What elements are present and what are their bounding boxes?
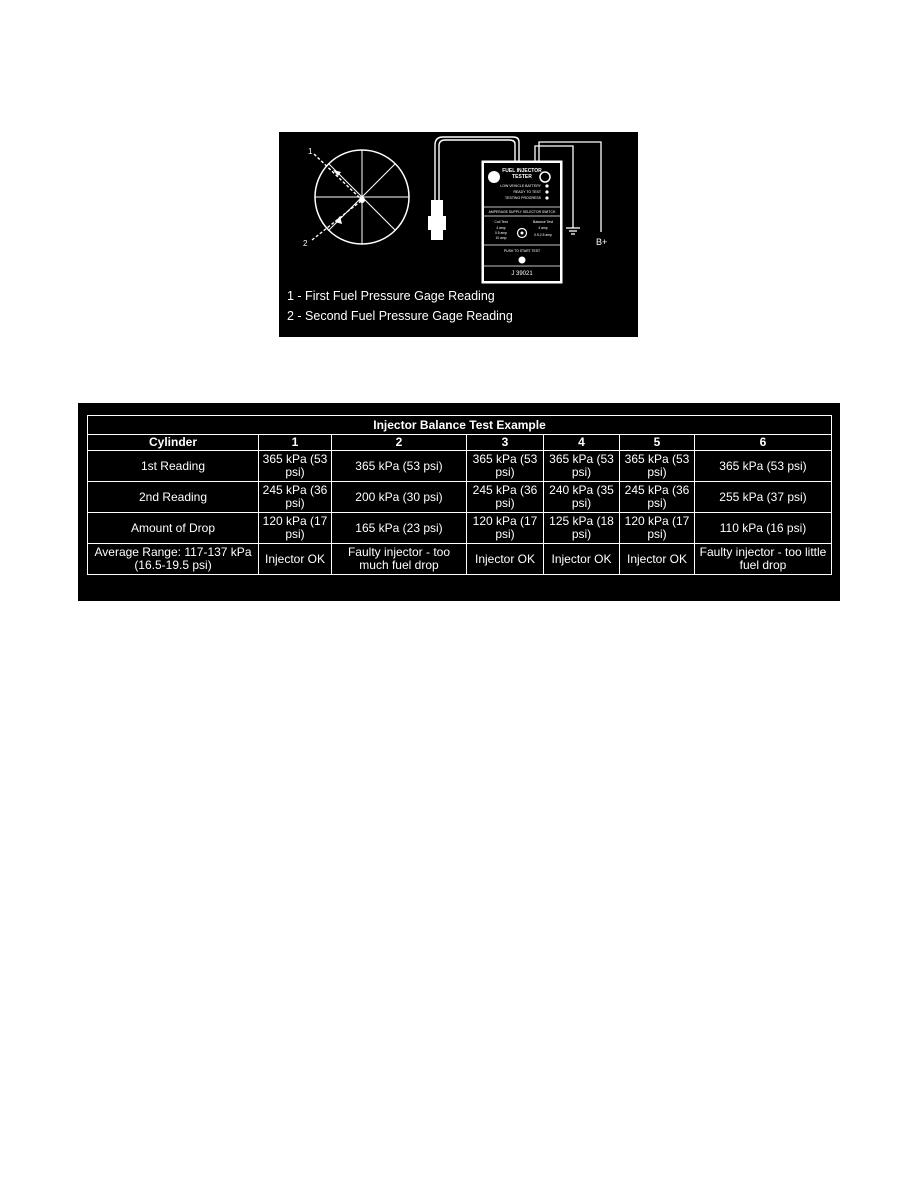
table-cell: 365 kPa (53 psi) [620,451,695,482]
column-header: 6 [695,435,832,451]
column-header: 2 [332,435,467,451]
table-cell: 365 kPa (53 psi) [332,451,467,482]
table-row [88,544,832,575]
push-to-start-label: PUSH TO START TEST [503,249,541,253]
balance-test-table-panel [78,403,840,601]
coil-test-option: 0.5 amp [495,231,507,235]
indicator-light-icon [545,196,548,199]
table-cell: Faulty injector - too little fuel drop [695,544,832,575]
table-cell: 200 kPa (30 psi) [332,482,467,513]
tester-box [482,161,562,283]
row-label: 2nd Reading [88,482,259,513]
table-cell: 245 kPa (36 psi) [467,482,544,513]
table-cell: 245 kPa (36 psi) [259,482,332,513]
tester-title-line2: TESTER [512,174,532,180]
callout-1: 1 [308,147,313,156]
indicator-label-low-battery: LOW VEHICLE BATTERY [500,184,541,188]
table-cell: Faulty injector - too much fuel drop [332,544,467,575]
table-title: Injector Balance Test Example [87,415,832,434]
indicator-light-icon [545,184,548,187]
balance-test-table [87,415,832,575]
table-cell: 255 kPa (37 psi) [695,482,832,513]
table-header-row [88,435,832,451]
tester-title-line1: FUEL INJECTOR [502,168,542,174]
table-row [88,451,832,482]
table-cell: 240 kPa (35 psi) [544,482,620,513]
tester-model: J 39021 [511,271,533,277]
table-cell: 365 kPa (53 psi) [467,451,544,482]
indicator-label-ready: READY TO TEST [513,190,541,194]
table-cell: 245 kPa (36 psi) [620,482,695,513]
pressure-gage [312,150,409,244]
start-button-icon [519,257,526,264]
status-light-icon [488,171,500,183]
indicator-label-testing: TESTING PROGRESS [505,196,541,200]
legend-item-2: 2 - Second Fuel Pressure Gage Reading [287,309,513,323]
table-cell: Injector OK [620,544,695,575]
table-row [88,482,832,513]
table-cell: 165 kPa (23 psi) [332,513,467,544]
balance-test-option: 4 amp [538,226,548,230]
injector-tester-figure [279,132,638,337]
row-label: Average Range: 117-137 kPa (16.5-19.5 psi) [88,544,259,575]
column-header: 1 [259,435,332,451]
table-cell: 365 kPa (53 psi) [259,451,332,482]
coil-test-option: 4 amp [496,226,506,230]
table-cell: 365 kPa (53 psi) [544,451,620,482]
balance-test-label: Balance Test [533,220,553,224]
table-cell: 120 kPa (17 psi) [467,513,544,544]
table-cell: Injector OK [467,544,544,575]
balance-test-option: 0.5-2.5 amp [534,233,552,237]
row-label: Amount of Drop [88,513,259,544]
table-cell: 365 kPa (53 psi) [695,451,832,482]
callout-2: 2 [303,239,308,248]
table-cell: 125 kPa (18 psi) [544,513,620,544]
gage-center-dot [359,197,365,203]
indicator-light-icon [545,190,548,193]
table-cell: Injector OK [544,544,620,575]
table-cell: 120 kPa (17 psi) [620,513,695,544]
selector-switch-title: AMPERAGE SUPPLY SELECTOR SWITCH [488,210,556,214]
column-header: Cylinder [88,435,259,451]
table-cell: Injector OK [259,544,332,575]
table-cell: 120 kPa (17 psi) [259,513,332,544]
tester-diagram [279,132,638,337]
injector-connector [428,200,446,240]
column-header: 5 [620,435,695,451]
column-header: 4 [544,435,620,451]
coil-test-label: Coil Test [494,220,508,224]
table-cell: 110 kPa (16 psi) [695,513,832,544]
row-label: 1st Reading [88,451,259,482]
legend-item-1: 1 - First Fuel Pressure Gage Reading [287,289,495,303]
coil-test-option: 10 amp [495,236,507,240]
table-row [88,513,832,544]
column-header: 3 [467,435,544,451]
power-label: B+ [596,237,608,247]
